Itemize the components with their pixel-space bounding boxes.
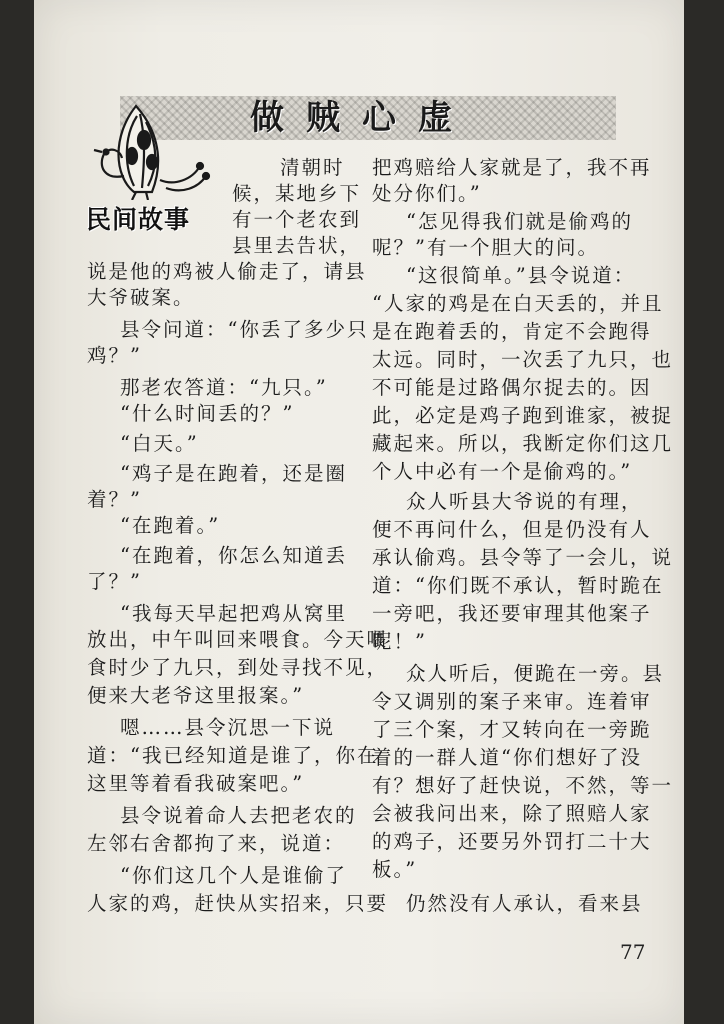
text-line: 板。” xyxy=(372,858,418,881)
text-line: “人家的鸡是在白天丢的，并且 xyxy=(372,292,664,315)
section-tag: 民间故事 xyxy=(86,205,191,234)
text-line: 候，某地乡下 xyxy=(232,182,362,205)
text-line: “在跑着，你怎么知道丢 xyxy=(120,544,347,567)
text-line: 人家的鸡，赶快从实招来，只要 xyxy=(87,892,389,915)
text-line: 放出，中午叫回来喂食。今天喂 xyxy=(87,628,389,651)
text-line: 不可能是过路偶尔捉去的。因 xyxy=(372,376,652,399)
text-line: 仍然没有人承认，看来县 xyxy=(406,892,643,915)
text-line: 县令问道：“你丢了多少只 xyxy=(120,318,369,341)
text-line: “你们这几个人是谁偷了 xyxy=(120,864,347,887)
text-line: 道：“你们既不承认，暂时跪在 xyxy=(372,574,664,597)
text-line: “在跑着。” xyxy=(120,514,221,537)
text-line: 藏起来。所以，我断定你们这几 xyxy=(372,432,674,455)
page-number: 77 xyxy=(620,940,646,964)
text-line: 这里等着看我破案吧。” xyxy=(87,772,305,795)
text-line: 众人听县大爷说的有理， xyxy=(406,490,643,513)
text-line: 呢？”有一个胆大的问。 xyxy=(372,236,599,259)
text-line: “我每天早起把鸡从窝里 xyxy=(120,602,347,625)
text-line: 县令说着命人去把老农的 xyxy=(120,804,357,827)
text-line: 着的一群人道“你们想好了没 xyxy=(372,746,642,769)
text-line: 着？” xyxy=(87,488,142,511)
text-line: 食时少了九只，到处寻找不见， xyxy=(87,656,389,679)
text-line: 便来大老爷这里报案。” xyxy=(87,684,305,707)
text-line: 了？” xyxy=(87,570,142,593)
text-line: 太远。同时，一次丢了九只，也 xyxy=(372,348,674,371)
text-line: 清朝时 xyxy=(280,156,345,179)
text-line: 大爷破案。 xyxy=(87,286,195,309)
text-line: 把鸡赔给人家就是了，我不再 xyxy=(372,156,652,179)
text-line: “白天。” xyxy=(120,432,199,455)
text-line: 左邻右舍都拘了来，说道： xyxy=(87,832,346,855)
text-line: 此，必定是鸡子跑到谁家，被捉 xyxy=(372,404,674,427)
text-line: 是在跑着丢的，肯定不会跑得 xyxy=(372,320,652,343)
text-line: “这很简单。”县令说道： xyxy=(406,264,636,287)
text-line: 那老农答道：“九只。” xyxy=(120,376,328,399)
text-line: “鸡子是在跑着，还是圈 xyxy=(120,462,347,485)
text-line: 一旁吧，我还要审理其他案子 xyxy=(372,602,652,625)
text-line: 了三个案，才又转向在一旁跪 xyxy=(372,718,652,741)
text-line: 呢！” xyxy=(372,630,427,653)
text-line: 处分你们。” xyxy=(372,182,482,205)
text-line: 道：“我已经知道是谁了，你在 xyxy=(87,744,379,767)
text-line: 鸡？” xyxy=(87,344,142,367)
text-line: “怎见得我们就是偷鸡的 xyxy=(406,210,633,233)
text-line: 有？想好了赶快说，不然，等一 xyxy=(372,774,674,797)
article-title: 做贼心虚 xyxy=(250,98,474,138)
text-line: 嗯……县令沉思一下说 xyxy=(120,716,336,739)
text-line: 县里去告状， xyxy=(232,234,362,257)
text-line: 的鸡子，还要另外罚打二十大 xyxy=(372,830,652,853)
text-line: “什么时间丢的？” xyxy=(120,402,295,425)
text-line: 有一个老农到 xyxy=(232,208,362,231)
peacock-emblem-icon xyxy=(74,96,214,200)
text-line: 令又调别的案子来审。连着审 xyxy=(372,690,652,713)
text-line: 说是他的鸡被人偷走了，请县 xyxy=(87,260,367,283)
text-line: 个人中必有一个是偷鸡的。” xyxy=(372,460,633,483)
text-line: 承认偷鸡。县令等了一会儿，说 xyxy=(372,546,674,569)
text-line: 便不再问什么，但是仍没有人 xyxy=(372,518,652,541)
text-line: 众人听后，便跪在一旁。县 xyxy=(406,662,665,685)
text-line: 会被我问出来，除了照赔人家 xyxy=(372,802,652,825)
